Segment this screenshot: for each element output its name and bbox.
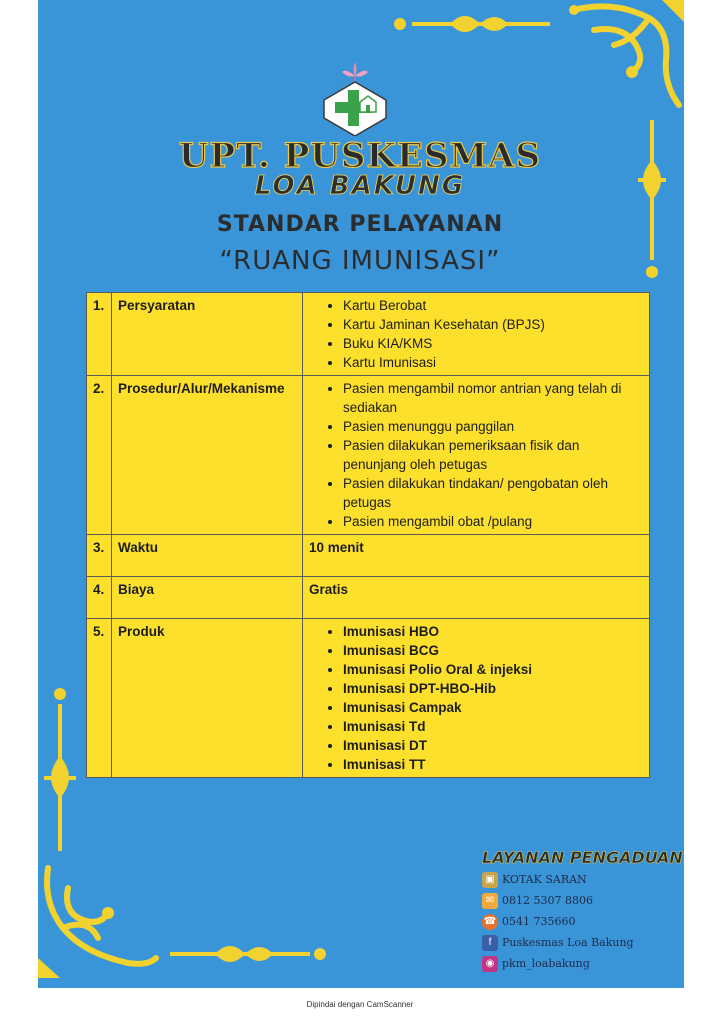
- row-label: Prosedur/Alur/Mekanisme: [112, 376, 303, 535]
- corner-ornament-top-right: [554, 0, 684, 115]
- complaint-item-text: KOTAK SARAN: [502, 873, 587, 886]
- biaya-value: Gratis: [309, 582, 349, 597]
- list-item: • Kartu Imunisasi: [343, 353, 643, 372]
- row-value: [303, 619, 650, 778]
- row-label: Waktu: [112, 535, 303, 577]
- list-item: • Imunisasi TT: [343, 755, 643, 774]
- list-item: • Pasien dilakukan tindakan/ pengobatan oleh petugas: [343, 474, 643, 512]
- list-item: • Imunisasi DT: [343, 736, 643, 755]
- box-icon: ▣: [482, 872, 498, 888]
- table-row: [87, 293, 650, 376]
- bottom-flourish: [160, 936, 330, 972]
- list-item: • Pasien mengambil nomor antrian yang telah di sediakan: [343, 379, 643, 417]
- row-label: Persyaratan: [112, 293, 303, 376]
- table-row: [87, 376, 650, 535]
- row-label: Produk: [112, 619, 303, 778]
- complaint-title: LAYANAN PENGADUAN: [482, 848, 683, 867]
- complaint-item: [482, 892, 682, 909]
- list-item: • Imunisasi DPT-HBO-Hib: [343, 679, 643, 698]
- row-label: Biaya: [112, 577, 303, 619]
- complaint-item: [482, 871, 682, 888]
- facebook-icon: f: [482, 935, 498, 951]
- corner-ornament-bottom-left: [38, 858, 168, 978]
- row-number: 3.: [87, 535, 112, 577]
- list-item: • Kartu Berobat: [343, 296, 643, 315]
- list-item: • Pasien dilakukan pemeriksaan fisik dan penunjang oleh petugas: [343, 436, 643, 474]
- complaint-item-text: Puskesmas Loa Bakung: [502, 936, 634, 949]
- title-upt-puskesmas: UPT. PUSKESMAS: [178, 136, 542, 176]
- table-row: [87, 619, 650, 778]
- row-number: 1.: [87, 293, 112, 376]
- list-item: • Imunisasi Polio Oral & injeksi: [343, 660, 643, 679]
- list-item: • Pasien menunggu panggilan: [343, 417, 643, 436]
- list-item: • Imunisasi Campak: [343, 698, 643, 717]
- list-item: • Imunisasi HBO: [343, 622, 643, 641]
- list-item: • Kartu Jaminan Kesehatan (BPJS): [343, 315, 643, 334]
- scanner-footer-note: Dipindai dengan CamScanner: [306, 1000, 414, 1009]
- left-vertical-ornament: [42, 686, 78, 856]
- row-value: [303, 577, 650, 619]
- complaint-item: [482, 934, 682, 951]
- list-item: • Buku KIA/KMS: [343, 334, 643, 353]
- complaint-section: [482, 848, 682, 972]
- instagram-icon: ◉: [482, 956, 498, 972]
- waktu-value: 10 menit: [309, 540, 364, 555]
- row-value: [303, 376, 650, 535]
- complaint-item-text: 0812 5307 8806: [502, 894, 593, 907]
- complaint-item: [482, 955, 682, 972]
- row-value: [303, 535, 650, 577]
- complaint-item-text: pkm_loabakung: [502, 957, 590, 970]
- bullet-list: [309, 379, 643, 531]
- list-item: • Imunisasi Td: [343, 717, 643, 736]
- title-ruang-imunisasi: “RUANG IMUNISASI”: [219, 246, 501, 276]
- phone-icon: ☎: [482, 914, 498, 930]
- list-item: • Imunisasi BCG: [343, 641, 643, 660]
- row-number: 2.: [87, 376, 112, 535]
- title-standar-pelayanan: STANDAR PELAYANAN: [216, 212, 504, 237]
- email-icon: ✉: [482, 893, 498, 909]
- title-loa-bakung: LOA BAKUNG: [254, 171, 466, 201]
- complaint-item: [482, 913, 682, 930]
- complaint-item-text: 0541 735660: [502, 915, 576, 928]
- service-standard-table: [86, 292, 650, 778]
- list-item: • Pasien mengambil obat /pulang: [343, 512, 643, 531]
- top-flourish: [390, 6, 560, 42]
- row-value: [303, 293, 650, 376]
- bullet-list: [309, 296, 643, 372]
- row-number: 5.: [87, 619, 112, 778]
- bullet-list: [309, 622, 643, 774]
- row-number: 4.: [87, 577, 112, 619]
- table-row: [87, 577, 650, 619]
- puskesmas-logo: [322, 60, 388, 136]
- table-row: [87, 535, 650, 577]
